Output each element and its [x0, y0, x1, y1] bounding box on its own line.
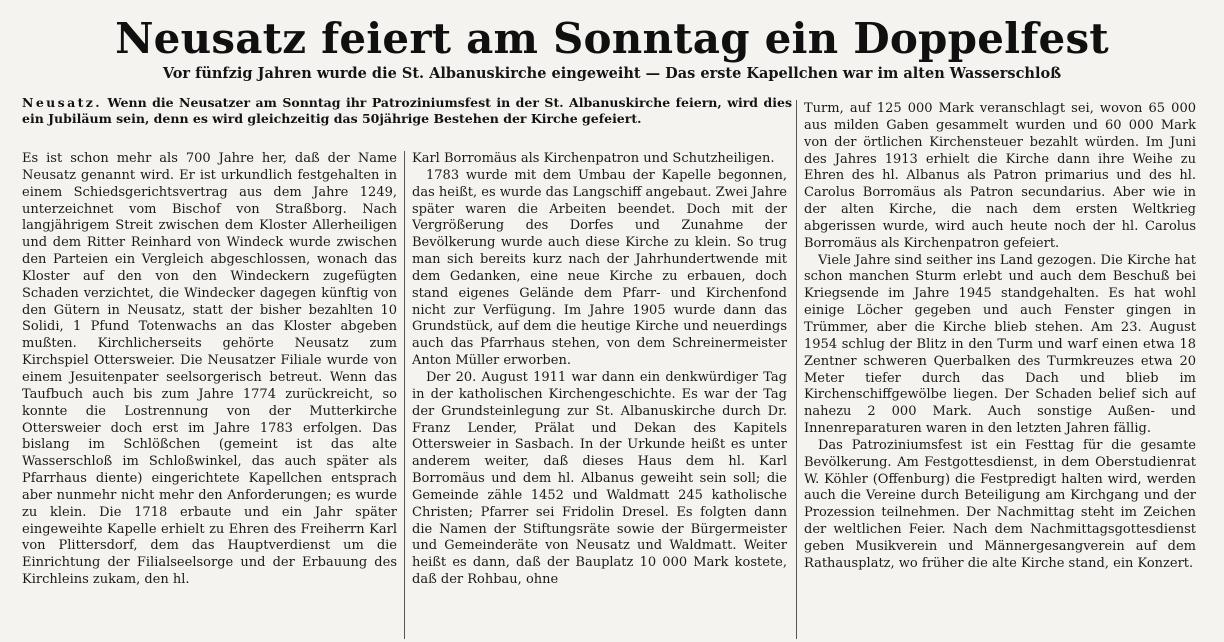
- paragraph: Das Patroziniumsfest ist ein Festtag für die gesamte Bevölkerung. Am Festgottesdienst, in dem Oberstudienrat W. Köhler (Offenburg) die Festpredigt halten wird, werden auch die Vereine durch Beteiligung am Kirchgang und der Prozession teilnehmen. Der Nachmittag steht im Zeichen der weltlichen Feier. Nach dem Nachmittagsgottesdienst geben Musikverein und Männergesangverein auf dem Rathausplatz, wo früher die alte Kirche stand, ein Konzert.: [804, 437, 1196, 571]
- paragraph: 1783 wurde mit dem Umbau der Kapelle begonnen, das heißt, es wurde das Langschiff angebaut. Zwei Jahre später waren die Arbeiten beendet. Doch mit der Vergrößerung des Dorfes und Zunahme der Bevölkerung wurde auch diese Kirche zu klein. So trug man sich bereits kurz nach der Jahrhundertwende mit dem Gedanken, eine neue Kirche zu erbauen, doch stand eigenes Gelände dem Pfarr- und Kirchenfond nicht zur Verfügung. Im Jahre 1905 wurde dann das Grundstück, auf dem die heutige Kirche und neuerdings auch das Pfarrhaus stehen, von dem Schreinermeister Anton Müller erworben.: [412, 167, 787, 369]
- column-2: [412, 151, 787, 637]
- paragraph: Karl Borromäus als Kirchenpatron und Schutzheiligen.: [412, 151, 775, 166]
- column-1: [22, 151, 397, 637]
- column-divider: [404, 151, 405, 639]
- lead-text: Wenn die Neusatzer am Sonntag ihr Patroziniumsfest in der St. Albanuskirche feiern, wird dies ein Jubiläum sein, denn es wird gleichzeitig das 50jährige Bestehen der Kirche gefeiert.: [22, 95, 793, 126]
- paragraph: Es ist schon mehr als 700 Jahre her, daß der Name Neusatz genannt wird. Er ist urkundlich festgehalten in einem Schiedsgerichtsvertrag aus dem Jahre 1249, unterzeichnet vom Bischof von Straßborg. Nach langjährigem Streit zwischen dem Kloster Allerheiligen und dem Ritter Reinhard von Windeck wurde zwischen den Parteien ein Vergleich abgeschlossen, wonach das Kloster auf den von den Windeckern zugefügten Schaden verzichtet, die Windecker dagegen künftig von den Gütern in Neusatz, statt der bisher bezahlten 10 Solidi, 1 Pfund Totenwachs an das Kloster abgeben mußten. Kirchlicherseits gehörte Neusatz zum Kirchspiel Ottersweier. Die Neusatzer Filiale wurde von einem Jesuitenpater seelsorgerisch betreut. Wenn das Taufbuch auch bis zum Jahre 1774 zurückreicht, so konnte die Lostrennung von der Mutterkirche Ottersweier doch erst im Jahre 1783 erfolgen. Das bislang im Schlößchen (gemeint ist das alte Wasserschloß im Schloßwinkel, das auch später als Pfarrhaus diente) eingerichtete Kapellchen entsprach aber nunmehr nicht mehr den Anforderungen; es wurde zu klein. Die 1718 erbaute und ein Jahr später eingeweihte Kapelle erhielt zu Ehren des Freiherrn Karl von Plittersdorf, dem das Hauptverdienst um die Einrichtung der Filialseelsorge und der Erbauung des Kirchleins zukam, den hl.: [22, 151, 397, 588]
- subheadline: Vor fünfzig Jahren wurde die St. Albanuskirche eingeweiht — Das erste Kapellchen war im alten Wasserschloß: [162, 65, 1062, 82]
- lead-place: Neusatz.: [22, 95, 103, 110]
- column-3: [804, 101, 1196, 637]
- cut-off-top-line: [0, 0, 1224, 8]
- paragraph: Der 20. August 1911 war dann ein denkwürdiger Tag in der katholischen Kirchengeschichte. Es war der Tag der Grundsteinlegung zur St. Albanuskirche durch Dr. Franz Lender, Prälat und Dekan des Kapitels Ottersweier in Sasbach. In der Urkunde heißt es unter anderem weiter, daß dieses Haus dem hl. Karl Borromäus und dem hl. Albanus geweiht sein soll; die Gemeinde zähle 1452 und Waldmatt 245 katholische Christen; Pfarrer sei Fridolin Dresel. Es folgten dann die Namen der Stiftungsräte sowie der Bürgermeister und Gemeinderäte von Neusatz und Waldmatt. Weiter heißt es dann, daß der Bauplatz 10 000 Mark kostete, daß der Rohbau, ohne: [412, 369, 787, 588]
- column-divider: [796, 100, 797, 639]
- paragraph: Viele Jahre sind seither ins Land gezogen. Die Kirche hat schon manchen Sturm erlebt und auch dem Beschuß bei Kriegsende im Jahre 1945 standgehalten. Es hat wohl einige Löcher gegeben und auch Fenster gingen in Trümmer, aber die Kirche blieb stehen. Am 23. August 1954 schlug der Blitz in den Turm und warf einen etwa 18 Zentner schweren Querbalken des Turmkreuzes etwa 20 Meter tiefer durch das Dach und blieb im Kirchenschiffgewölbe liegen. Der Schaden belief sich auf nahezu 2 000 Mark. Auch sonstige Außen- und Innenreparaturen waren in den letzten Jahren fällig.: [804, 252, 1196, 437]
- headline: Neusatz feiert am Sonntag ein Doppelfest: [115, 14, 1109, 63]
- lead-paragraph: [22, 95, 792, 127]
- paragraph: Turm, auf 125 000 Mark veranschlagt sei, wovon 65 000 aus milden Gaben gesammelt wurden und 60 000 Mark von der örtlichen Kirchensteuer bezahlt würden. Im Juni des Jahres 1913 erhielt die Kirche dann ihre Weihe zu Ehren des hl. Albanus als Patron primarius und des hl. Carolus Borromäus als Patron secundarius. Aber wie in der alten Kirche, die nach dem ersten Weltkrieg abgerissen wurde, wird auch heute noch der hl. Carolus Borromäus als Kirchenpatron gefeiert.: [804, 101, 1196, 251]
